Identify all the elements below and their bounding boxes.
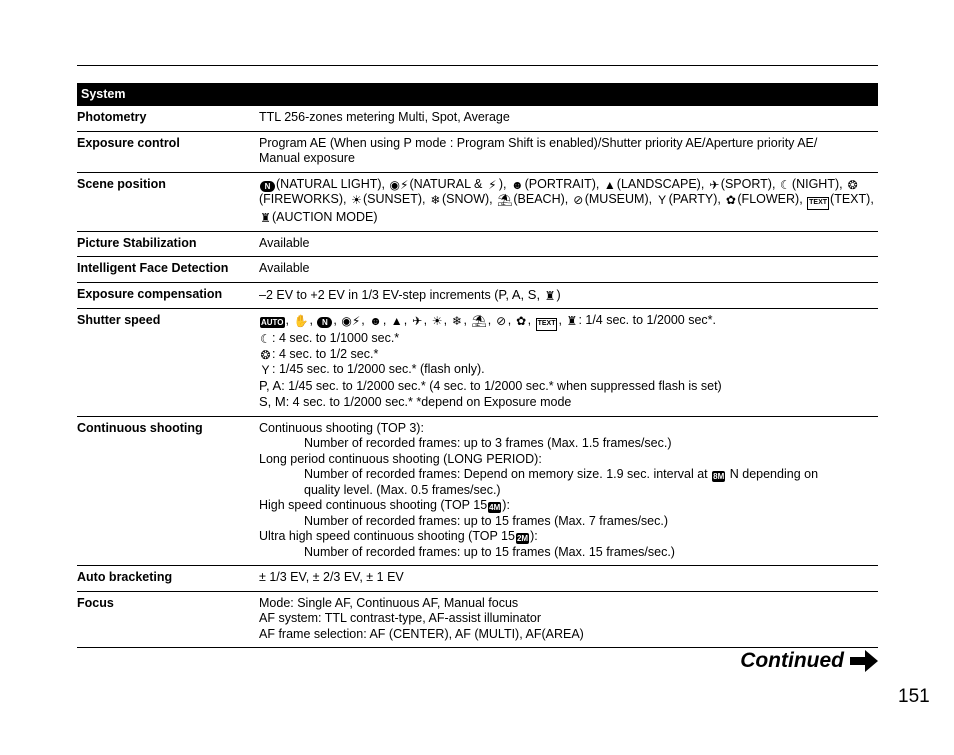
night-icon: ☾ <box>260 332 271 346</box>
row-label: Shutter speed <box>77 313 161 327</box>
value-line: AF system: TTL contrast-type, AF-assist illuminator <box>259 611 542 625</box>
text-icon: TEXT <box>807 197 829 210</box>
spec-row-auto-bracketing <box>77 566 878 592</box>
sunset-icon: ☀ <box>351 193 362 207</box>
party-icon: Y <box>261 363 270 377</box>
value-line: AUTO , ✋, N , ◉⚡, ☻, ▲, ✈, ☀, ❄, ⛱, ⊘, ✿, TEXT , ♜: 1/4 sec. to 1/2000 sec*. <box>259 313 878 331</box>
landscape-icon: ▲ <box>603 177 616 192</box>
spec-row-photometry <box>77 106 878 132</box>
value-line: Mode: Single AF, Continuous AF, Manual focus <box>259 595 519 610</box>
value-line: Long period continuous shooting (LONG PERIOD): <box>259 451 542 466</box>
scene-label: (BEACH), <box>513 192 569 206</box>
value-text: Ultra high speed continuous shooting (TOP 15 <box>259 529 515 543</box>
row-value <box>259 313 878 411</box>
arrow-right-icon <box>850 650 878 672</box>
mode-letters: S, M <box>259 394 286 409</box>
snow-icon: ❄ <box>430 193 441 207</box>
value-line <box>259 362 878 378</box>
value-text: ) <box>556 287 561 302</box>
auto-icon: AUTO <box>261 318 284 327</box>
portrait-icon: ☻ <box>369 314 382 328</box>
scene-list <box>259 177 878 226</box>
scene-label: (NATURAL & <box>409 176 483 191</box>
value-text: : 4 sec. to 1/2000 sec.* *depend on Exposure mode <box>285 395 572 409</box>
anti-blur-icon: ✋ <box>293 314 309 328</box>
value-line: Program AE (When using P mode : Program Shift is enabled)/Shutter priority AE/Aperture priority AE/ <box>259 135 818 150</box>
text-icon: TEXT <box>536 318 558 331</box>
sunset-icon: ☀ <box>431 314 443 328</box>
row-value <box>259 287 878 304</box>
scene-label: (PORTRAIT), <box>524 176 600 191</box>
value-line <box>259 331 878 347</box>
value-line: Continuous shooting (TOP 3): <box>259 420 424 435</box>
spec-row-exposure-compensation <box>77 283 878 310</box>
spec-row-continuous-shooting <box>77 417 878 567</box>
value-line <box>259 378 878 395</box>
value-line <box>259 347 878 363</box>
scene-label: (TEXT), <box>830 192 874 206</box>
spec-table <box>77 83 878 648</box>
scene-label: (FLOWER), <box>737 192 803 206</box>
row-value <box>259 596 878 643</box>
row-value <box>259 136 878 167</box>
scene-label: (SUNSET), <box>362 192 426 206</box>
row-label: Continuous shooting <box>77 420 203 435</box>
natural-flash-icon: ◉⚡ <box>341 314 361 328</box>
value-text: : 1/4 sec. to 1/2000 sec*. <box>578 313 717 327</box>
museum-icon: ⊘ <box>573 193 584 207</box>
value-line: Number of recorded frames: up to 3 frames (Max. 1.5 frames/sec.) <box>304 436 672 450</box>
spec-row-scene-position <box>77 173 878 232</box>
image-size-badge: 2M <box>516 534 529 543</box>
snow-icon: ❄ <box>452 314 463 328</box>
flower-icon: ✿ <box>725 193 736 207</box>
party-icon: Y <box>658 193 667 207</box>
value-text: : 4 sec. to 1/2 sec.* <box>272 346 379 361</box>
value-line <box>259 498 878 514</box>
landscape-icon: ▲ <box>390 314 403 328</box>
natural-light-icon: N <box>260 181 275 192</box>
scene-label: (AUCTION MODE) <box>272 210 378 224</box>
row-label: Photometry <box>77 110 147 124</box>
night-icon: ☾ <box>780 177 791 192</box>
continued-label <box>740 649 878 673</box>
value-line: AF frame selection: AF (CENTER), AF (MULTI), AF(AREA) <box>259 626 584 641</box>
value-text: Number of recorded frames: Depend on memory size. 1.9 sec. interval at <box>304 467 708 481</box>
fireworks-icon: ❂ <box>260 347 271 362</box>
row-value: Available <box>259 235 310 250</box>
value-line <box>259 394 878 411</box>
natural-flash-icon: ◉⚡ <box>389 177 409 192</box>
value-line: quality level. (Max. 0.5 frames/sec.) <box>304 482 501 497</box>
fireworks-icon: ❂ <box>847 177 858 192</box>
auction-icon: ♜ <box>260 211 271 225</box>
row-value: TTL 256-zones metering Multi, Spot, Average <box>259 110 510 124</box>
row-label: Scene position <box>77 176 166 191</box>
flash-icon: ⚡ <box>488 177 497 192</box>
value-text: N depending on <box>729 467 819 481</box>
row-label: Picture Stabilization <box>77 235 197 250</box>
scene-label: (FIREWORKS), <box>259 192 347 206</box>
value-line <box>259 529 878 545</box>
row-label: Exposure compensation <box>77 286 223 301</box>
spec-row-exposure-control <box>77 132 878 173</box>
mode-letters: P, A <box>259 377 282 393</box>
scene-label: (NATURAL LIGHT), <box>276 176 386 191</box>
value-line <box>259 467 878 483</box>
value-text: : 1/45 sec. to 1/2000 sec.* (4 sec. to 1/2000 sec.* when suppressed flash is set) <box>281 378 722 393</box>
sport-icon: ✈ <box>709 177 720 192</box>
section-header: System <box>77 83 878 106</box>
value-line: Number of recorded frames: up to 15 frames (Max. 7 frames/sec.) <box>304 513 669 528</box>
top-rule <box>77 65 878 66</box>
beach-icon: ⛱ <box>497 193 513 207</box>
scene-label: (MUSEUM), <box>584 192 653 206</box>
value-text: ): <box>502 498 510 512</box>
image-size-badge: 4M <box>489 503 501 512</box>
scene-label: (PARTY), <box>668 192 721 206</box>
scene-label: (NIGHT), <box>791 176 843 191</box>
scene-label: (SPORT), <box>720 176 776 191</box>
auction-icon: ♜ <box>566 314 578 328</box>
value-line: Number of recorded frames: up to 15 frames (Max. 15 frames/sec.) <box>304 544 675 559</box>
flower-icon: ✿ <box>516 314 527 328</box>
museum-icon: ⊘ <box>496 314 507 328</box>
scene-label: ), <box>498 176 507 191</box>
row-value: Available <box>259 261 310 275</box>
natural-light-icon: N <box>317 317 332 328</box>
spec-row-face-detection <box>77 257 878 283</box>
image-size-badge: 8M <box>713 472 725 481</box>
continued-text: Continued <box>740 649 844 672</box>
value-line: Manual exposure <box>259 151 355 165</box>
row-label: Intelligent Face Detection <box>77 261 229 275</box>
sport-icon: ✈ <box>412 314 423 328</box>
beach-icon: ⛱ <box>471 314 487 328</box>
portrait-icon: ☻ <box>510 177 524 192</box>
value-text: High speed continuous shooting (TOP 15 <box>259 498 488 512</box>
page-number: 151 <box>898 686 930 707</box>
value-text: : 1/45 sec. to 1/2000 sec.* (flash only). <box>272 362 485 376</box>
scene-label: (SNOW), <box>441 192 493 206</box>
row-value <box>259 421 878 561</box>
value-text: –2 EV to +2 EV in 1/3 EV-step increments ( <box>259 287 499 302</box>
spec-row-shutter-speed <box>77 309 878 417</box>
row-value: ± 1/3 EV, ± 2/3 EV, ± 1 EV <box>259 570 404 584</box>
value-text: : 4 sec. to 1/1000 sec.* <box>272 331 400 345</box>
spec-row-focus <box>77 592 878 649</box>
row-label: Auto bracketing <box>77 570 173 584</box>
value-text: ): <box>530 529 538 543</box>
spec-row-picture-stabilization <box>77 232 878 258</box>
row-label: Exposure control <box>77 135 180 150</box>
mode-letters: P, A, S, <box>498 286 541 302</box>
row-label: Focus <box>77 595 114 610</box>
auction-icon: ♜ <box>544 288 556 303</box>
scene-label: (LANDSCAPE), <box>616 176 705 191</box>
